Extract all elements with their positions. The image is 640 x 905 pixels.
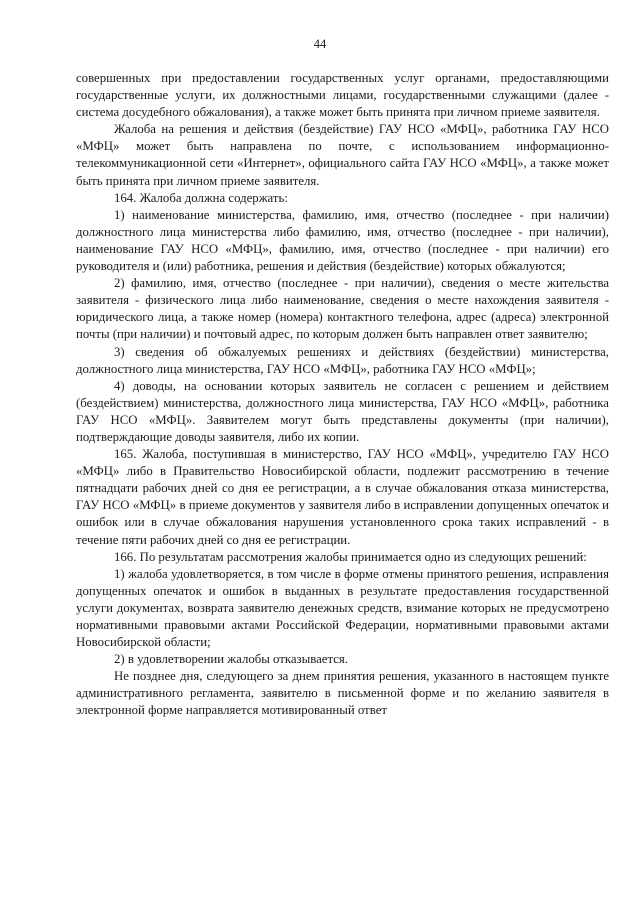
paragraph: 165. Жалоба, поступившая в министерство, ГАУ НСО «МФЦ», учредителю ГАУ НСО «МФЦ» либо в Правительство Новосибирской области, подлежит рассмотрению в течение пятнадцати рабочих дней со дня ее регистрации, а в случае обжалования отказа министерства, ГАУ НСО «МФЦ» в приеме документов у заявителя либо в исправлении допущенных опечаток и ошибок или в случае обжалования нарушения установленного срока таких исправлений - в течение пяти рабочих дней со дня ее регистрации. [76,447,609,547]
paragraph: совершенных при предоставлении государственных услуг органами, предоставляющими государственные услуги, их должностными лицами, государственными служащими (далее - система досудебного обжалования), а также может быть принята при личном приеме заявителя. [76,71,609,120]
paragraph: 2) фамилию, имя, отчество (последнее - при наличии), сведения о месте жительства заявителя - физического лица либо наименование, сведения о месте нахождения заявителя - юридического лица, а также номер (номера) контактного телефона, адрес (адреса) электронной почты (при наличии) и почтовый адрес, по которым должен быть направлен ответ заявителю; [76,276,609,342]
paragraph: 166. По результатам рассмотрения жалобы принимается одно из следующих решений: [114,549,587,564]
page-number: 44 [313,37,327,51]
paragraph: 1) жалоба удовлетворяется, в том числе в форме отмены принятого решения, исправления допущенных опечаток и ошибок в выданных в результате предоставления государственной услуги документах, возврата заявителю денежных средств, взимание которых не предусмотрено нормативными правовыми актами Российской Федерации, нормативными правовыми актами Новосибирской области; [76,566,609,650]
paragraph: Не позднее дня, следующего за днем принятия решения, указанного в настоящем пункте административного регламента, заявителю в письменной форме и по желанию заявителя в электронной форме направляется мотивированный ответ [76,669,609,718]
paragraph: 1) наименование министерства, фамилию, имя, отчество (последнее - при наличии) должностного лица министерства либо фамилию, имя, отчество (последнее - при наличии), наименование ГАУ НСО «МФЦ», фамилию, имя, отчество (последнее - при наличии) его руководителя и (или) работника, решения и действия (бездействие) которых обжалуются; [76,207,609,274]
paragraph: 3) сведения об обжалуемых решениях и действиях (бездействии) министерства, должностного лица министерства, ГАУ НСО «МФЦ», работника ГАУ НСО «МФЦ»; [76,344,609,376]
document-body [76,70,609,720]
paragraph: 2) в удовлетворении жалобы отказывается. [114,652,348,667]
paragraph: Жалоба на решения и действия (бездействие) ГАУ НСО «МФЦ», работника ГАУ НСО «МФЦ» может быть направлена по почте, с использованием информационно-телекоммуникационной сети «Интернет», официального сайта ГАУ НСО «МФЦ», а также может быть принята при личном приеме заявителя. [76,122,609,188]
paragraph: 164. Жалоба должна содержать: [114,190,288,205]
paragraph: 4) доводы, на основании которых заявитель не согласен с решением и действием (бездействием) министерства, должностного лица министерства, ГАУ НСО «МФЦ», работника ГАУ НСО «МФЦ». Заявителем могут быть представлены документы (при наличии), подтверждающие доводы заявителя, либо их копии. [76,378,609,444]
